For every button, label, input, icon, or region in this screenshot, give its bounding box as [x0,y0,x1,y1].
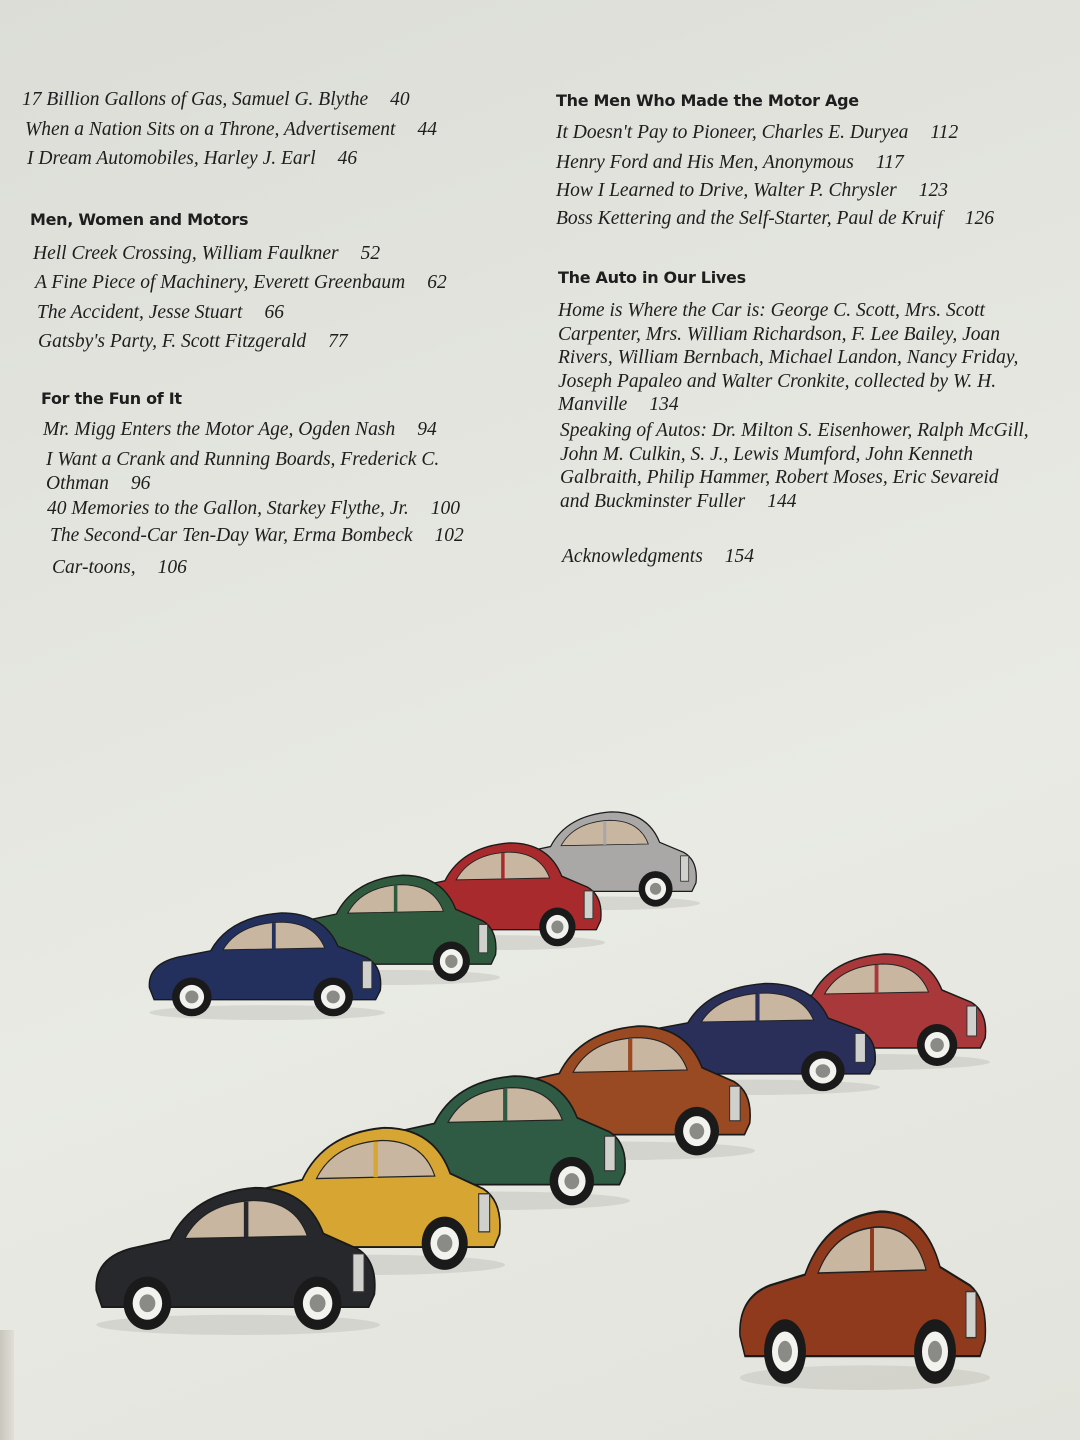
toc-entry [33,242,380,265]
toc-entry [35,271,447,294]
car-grille [479,1194,490,1232]
toc-entry [558,299,1028,417]
entry-title: Boss Kettering and the Self-Starter, Paul de Kruif [556,208,943,229]
toc-entry [556,207,994,230]
toc-entry [47,497,460,520]
toc-entry [27,147,357,170]
toc-entry-acknowledgments [562,545,754,568]
entry-page: 52 [360,243,381,264]
car-grille [966,1292,976,1338]
car-grille [681,856,689,881]
entry-page: 106 [157,557,187,578]
entry-page: 154 [724,546,755,567]
entry-title: Henry Ford and His Men, Anonymous [556,152,854,173]
toc-entry [560,419,1030,513]
entry-title: A Fine Piece of Machinery, Everett Greenbaum [35,272,406,293]
entry-title: The Accident, Jesse Stuart [37,302,243,323]
entry-page: 100 [430,498,460,519]
entry-title: Gatsby's Party, F. Scott Fitzgerald [38,331,307,352]
toc-entry [556,121,958,144]
entry-page: 126 [964,208,994,229]
toc-entry-continued [46,472,150,495]
toc-entry [52,556,187,579]
entry-title: Othman [46,473,109,494]
entry-title: Hell Creek Crossing, William Faulkner [33,243,339,264]
toc-entry [37,301,284,324]
entry-title: 40 Memories to the Gallon, Starkey Flythe, Jr. [47,498,409,519]
toc-entry [43,418,437,441]
entry-page: 94 [417,419,437,440]
entry-page: 62 [427,272,447,293]
section-heading: The Men Who Made the Motor Age [556,91,859,110]
entry-page: 117 [875,152,904,173]
entry-title: I Want a Crank and Running Boards, Frederick C. [46,449,440,470]
entry-title: I Dream Automobiles, Harley J. Earl [27,148,316,169]
toc-entry [556,151,904,174]
toc-entry [556,179,948,202]
page-edge [0,1330,14,1440]
entry-page: 77 [328,331,348,352]
entry-page: 144 [767,490,797,512]
section-heading: For the Fun of It [41,389,182,408]
entry-title: 17 Billion Gallons of Gas, Samuel G. Blythe [22,89,369,110]
toc-entry [38,330,348,353]
car-grille [855,1033,865,1062]
entry-title: When a Nation Sits on a Throne, Advertisement [25,119,396,140]
entry-title: Home is Where the Car is: George C. Scott, Mrs. Scott Carpenter, Mrs. William Richardson, F. Lee Bailey, Joan Rivers, William Bernbach, Michael Landon, Nancy Friday, Joseph Papaleo and Walter Cronkite, collected by W. H. Manville [558,300,1019,415]
entry-title: Speaking of Autos: Dr. Milton S. Eisenhower, Ralph McGill, John M. Culkin, S. J., Lewis Mumford, John Kenneth Galbraith, Philip Hammer, Robert Moses, Eric Sevareid and Buckminster Fuller [560,420,1029,512]
entry-page: 66 [264,302,284,323]
car [740,1212,990,1390]
entry-page: 46 [337,148,358,169]
entry-page: 44 [417,119,437,140]
car-grille [362,961,371,989]
entry-title: Car-toons, [52,557,136,578]
entry-page: 40 [390,89,410,110]
entry-title: The Second-Car Ten-Day War, Erma Bombeck [50,525,413,546]
entry-title: It Doesn't Pay to Pioneer, Charles E. Duryea [556,122,909,143]
vintage-cars-illustration [0,780,1080,1420]
entry-page: 134 [649,394,679,415]
entry-page: 96 [130,473,151,494]
car-grille [479,924,488,952]
section-heading: The Auto in Our Lives [558,268,746,287]
entry-page: 123 [918,180,948,201]
car-grille [605,1136,616,1171]
entry-page: 112 [930,122,959,143]
entry-title: Mr. Migg Enters the Motor Age, Ogden Nash [43,419,396,440]
car-grille [353,1254,364,1292]
entry-title: Acknowledgments [562,546,703,567]
car-grille [967,1006,977,1036]
toc-entry [50,524,464,547]
section-heading: Men, Women and Motors [30,210,249,229]
toc-entry [25,118,437,141]
toc-entry [46,448,439,471]
car-grille [584,891,593,919]
entry-page: 102 [434,525,464,546]
entry-title: How I Learned to Drive, Walter P. Chrysler [556,180,897,201]
car-grille [730,1086,741,1121]
toc-entry [22,88,410,111]
